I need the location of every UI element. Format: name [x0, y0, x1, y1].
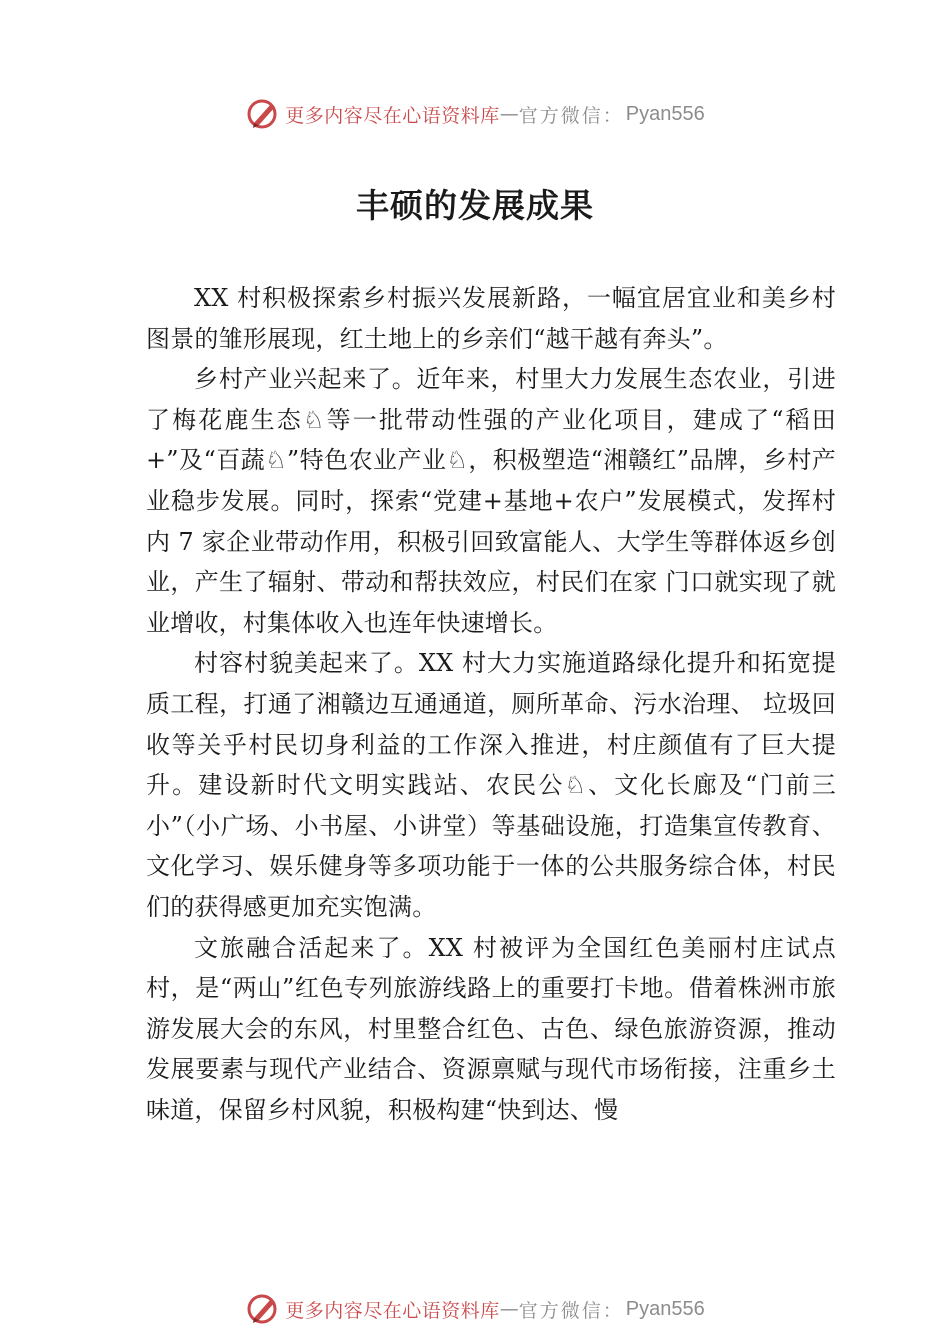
paragraph-village-appearance: 村容村貌美起来了。XX 村大力实施道路绿化提升和拓宽提质工程，打通了湘赣边互通通道，厕所革命、污水治理、 垃圾回收等关乎村民切身利益的工作深入推进，村庄颜值有了巨大提升。建设新时代文明实践站、农民公♘、文化长廊及“门前三小”（小广场、小书屋、小讲堂）等基础设施，打造集宣传教育、文化学习、娱乐健身等多项功能于一体的公共服务综合体，村民们的获得感更加充实饱满。	[146, 649, 836, 921]
banner-wechat-label: 官方微信：	[518, 1299, 624, 1322]
paragraph-intro: XX 村积极探索乡村振兴发展新路，一幅宜居宜业和美乡村图景的雏形展现，红土地上的乡亲们“越干越有奔头”。	[146, 284, 836, 353]
document-body	[146, 278, 836, 1130]
footer-banner	[0, 1287, 950, 1331]
header-banner	[0, 92, 950, 136]
banner-separator: —	[499, 103, 519, 125]
pen-logo-icon	[245, 96, 281, 132]
paragraph-industry: 乡村产业兴起来了。近年来，村里大力发展生态农业，引进了梅花鹿生态♘等一批带动性强的产业化项目，建成了“稻田+”及“百蔬♘”特色农业产业♘，积极塑造“湘赣红”品牌，乡村产业稳步发展。同时，探索“党建+基地+农户”发展模式，发挥村内 7 家企业带动作用，积极引回致富能人、大学生等群体返乡创业，产生了辐射、带动和帮扶效应，村民们在家 门口就实现了就业增收，村集体收入也连年快速增长。	[146, 365, 836, 637]
banner-wechat-id: Pyan556	[625, 1297, 705, 1320]
banner-main-text: 更多内容尽在心语资料库	[285, 1299, 500, 1322]
pen-logo-icon	[245, 1291, 281, 1327]
paragraph-culture-tourism: 文旅融合活起来了。XX 村被评为全国红色美丽村庄试点村，是“两山”红色专列旅游线路上的重要打卡地。借着株洲市旅游发展大会的东风，村里整合红色、古色、绿色旅游资源，推动发展要素与现代产业结合、资源禀赋与现代市场衔接，注重乡土味道，保留乡村风貌，积极构建“快到达、慢	[146, 933, 836, 1124]
document-title: 丰硕的发展成果	[356, 186, 594, 225]
banner-separator: —	[499, 1298, 519, 1320]
banner-wechat-label: 官方微信：	[518, 104, 624, 127]
banner-main-text: 更多内容尽在心语资料库	[285, 104, 500, 127]
banner-wechat-id: Pyan556	[625, 102, 705, 125]
